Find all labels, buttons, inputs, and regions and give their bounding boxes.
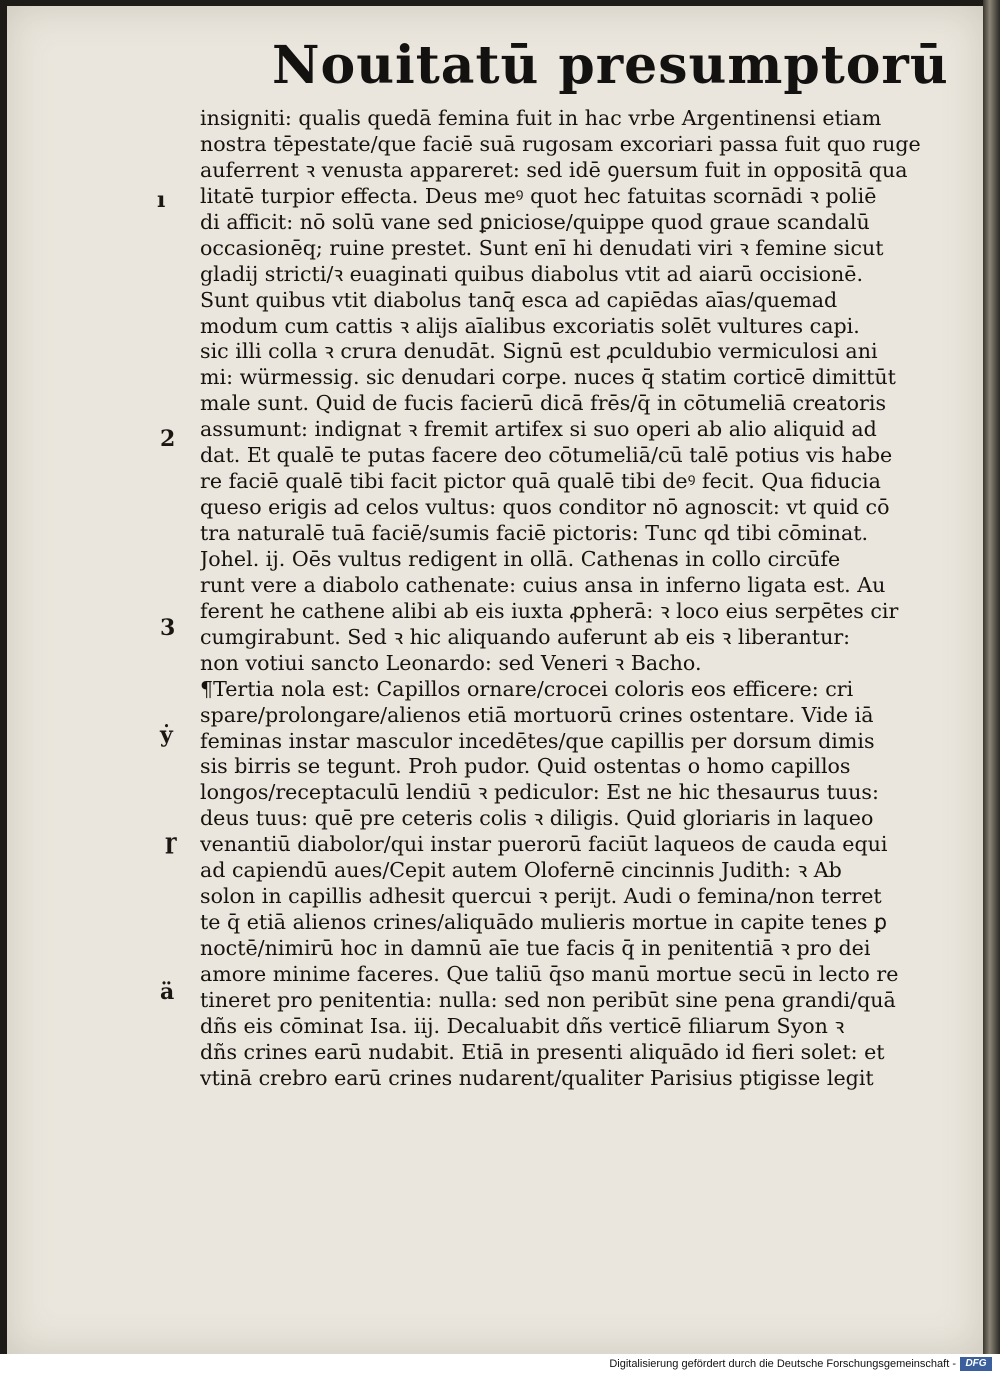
text-line: modum cum cattis ꝛ alijs aīalibus excoriatis solēt vultures capi. [200, 313, 860, 338]
text-line: sic illi colla ꝛ crura denudāt. Signū est ꝓculdubio vermiculosi ani [200, 339, 878, 364]
text-line: occasionēq; ruine prestet. Sunt enī hi denudati viri ꝛ femine sicut [200, 235, 884, 260]
margin-note-4: ẏ [160, 722, 173, 748]
text-line: venantiū diabolor/qui instar puerorū faciūt laqueos de cauda equi [200, 832, 888, 857]
text-line: dñs crines earū nudabit. Etiā in presenti aliquādo id fieri solet: et [200, 1039, 885, 1064]
book-binding-edge [983, 0, 1000, 1354]
digitization-credit: Digitalisierung gefördert durch die Deutsche Forschungsgemeinschaft - [609, 1358, 956, 1370]
text-line: litatē turpior effecta. Deus meꝰ quot hec fatuitas scornādi ꝛ poliē [200, 183, 877, 208]
text-line: Sunt quibus vtit diabolus tanq̄ esca ad capiēdas aīas/quemad [200, 287, 838, 312]
text-block [200, 106, 922, 1092]
text-line: queso erigis ad celos vultus: quos conditor nō agnoscit: vt quid cō [200, 495, 890, 520]
text-line: nostra tēpestate/que faciē suā rugosam excoriari passa fuit quo ruge [200, 131, 921, 156]
text-line: runt vere a diabolo cathenate: cuius ansa in inferno ligata est. Au [200, 572, 886, 597]
text-line: tra naturalē tuā faciē/sumis faciē pictoris: Tunc qd tibi cōminat. [200, 521, 869, 545]
footer-bar [0, 1354, 1000, 1374]
text-line: di afficit: nō solū vane sed ꝑniciose/quippe quod graue scandalū [200, 209, 870, 234]
text-line: dñs eis cōminat Isa. iij. Decaluabit dñs verticē filiarum Syon ꝛ [200, 1013, 845, 1038]
text-line: vtinā crebro earū crines nudarent/qualiter Parisius ptigisse legit [200, 1065, 874, 1090]
running-head: Nouitatū presumptorū [272, 35, 949, 96]
text-line: male sunt. Quid de fucis facierū dicā frēs/q̄ in cōtumeliā creatoris [200, 391, 887, 416]
text-line: tineret pro penitentia: nulla: sed non peribūt sine pena grandi/quā [200, 987, 896, 1012]
text-line: re faciē qualē tibi facit pictor quā qualē tibi deꝰ fecit. Qua fiducia [200, 469, 881, 494]
text-line: spare/prolongare/alienos etiā mortuorū crines ostentare. Vide iā [200, 702, 874, 727]
text-line: te q̄ etiā alienos crines/aliquādo mulieris mortue in capite tenes ꝑ [200, 910, 888, 935]
margin-note-3: 3 [160, 615, 176, 641]
text-line: dat. Et qualē te putas facere deo cōtumeliā/cū talē potius vis habe [200, 443, 893, 468]
text-line: auferrent ꝛ venusta appareret: sed idē ꝯuersum fuit in oppositā qua [200, 157, 908, 182]
text-line: feminas instar masculor incedētes/que capillis per dorsum dimis [200, 728, 875, 753]
text-line: assumunt: indignat ꝛ fremit artifex si suo operi ab alio aliquid ad [200, 417, 877, 442]
text-line: noctē/nimirū hoc in damnū aīe tue facis q̄ in penitentiā ꝛ pro dei [200, 936, 871, 960]
text-line: non votiui sancto Leonardo: sed Veneri ꝛ Bacho. [200, 650, 702, 675]
text-line: gladij stricti/ꝛ euaginati quibus diabolus vtit ad aiarū occisionē. [200, 261, 864, 286]
margin-note-1: ı [157, 187, 166, 213]
text-line: solon in capillis adhesit quercui ꝛ perijt. Audi o femina/non terret [200, 884, 882, 909]
text-line: Johel. ij. Oēs vultus redigent in ollā. Cathenas in collo circūfe [200, 546, 841, 571]
text-line: deus tuus: quē pre ceteris colis ꝛ diligis. Quid gloriaris in laqueo [200, 806, 874, 831]
text-line: mi: würmessig. sic denudari corpe. nuces q̄ statim corticē dimittūt [200, 365, 896, 390]
text-line: insigniti: qualis quedā femina fuit in hac vrbe Argentinensi etiam [200, 106, 882, 130]
text-line: ¶Tertia nola est: Capillos ornare/crocei coloris eos efficere: cri [200, 676, 854, 701]
text-line: amore minime faceres. Que taliū q̄so manū mortue secū in lecto re [200, 961, 899, 986]
dfg-logo[interactable]: DFG [960, 1357, 992, 1371]
text-line: ad capiendū aues/Cepit autem Olofernē cincinnis Judith: ꝛ Ab [200, 858, 842, 883]
text-line: longos/receptaculū lendiū ꝛ pediculor: Est ne hic thesaurus tuus: [200, 780, 879, 805]
margin-note-2: 2 [160, 426, 176, 452]
text-line: cumgirabunt. Sed ꝛ hic aliquando auferunt ab eis ꝛ liberantur: [200, 624, 851, 649]
text-line: sis birris se tegunt. Proh pudor. Quid ostentas o homo capillos [200, 754, 851, 779]
text-line: ferent he cathene alibi ab eis iuxta ꝓpherā: ꝛ loco eius serpētes cir [200, 598, 899, 623]
margin-note-5: ɼ [165, 829, 177, 855]
margin-note-6: ä [160, 979, 175, 1005]
